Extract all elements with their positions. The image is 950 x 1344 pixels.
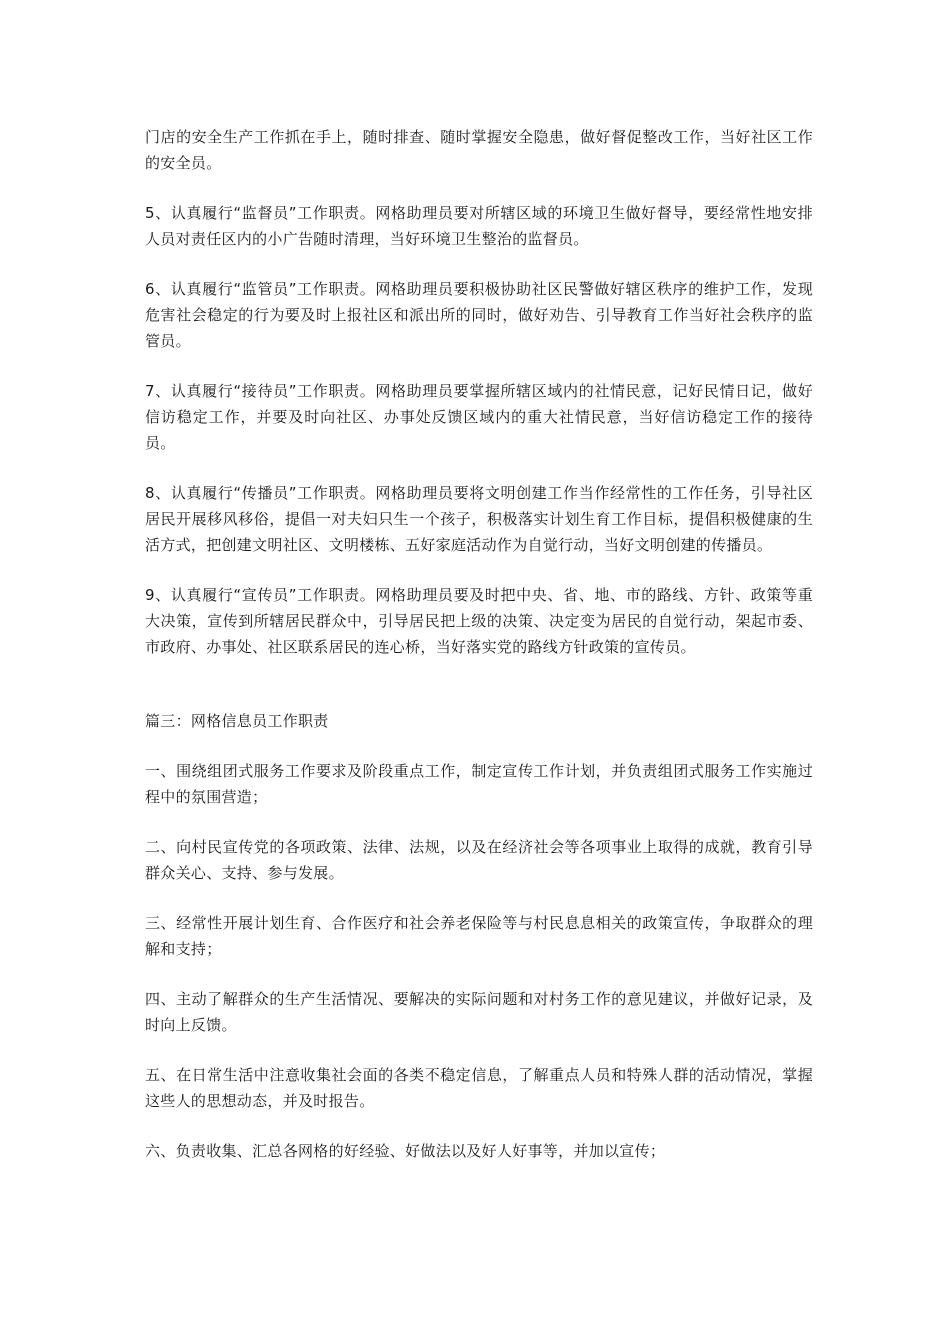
paragraph-safety-continued: 门店的安全生产工作抓在手上，随时排查、随时掌握安全隐患，做好督促整改工作，当好社区工作的安全员。 (145, 128, 813, 172)
paragraph-communicator-duty: 8、认真履行“传播员”工作职责。网格助理员要将文明创建工作当作经常性的工作任务，引导社区居民开展移风移俗，提倡一对夫妇只生一个孩子，积极落实计划生育工作目标，提倡积极健康的生活方式，把创建文明社区、文明楼栋、五好家庭活动作为自觉行动，当好文明创建的传播员。 (145, 484, 813, 554)
paragraph-item-2: 二、向村民宣传党的各项政策、法律、法规，以及在经济社会等各项事业上取得的成就，教育引导群众关心、支持、参与发展。 (145, 838, 813, 882)
paragraph-item-1: 一、围绕组团式服务工作要求及阶段重点工作，制定宣传工作计划，并负责组团式服务工作实施过程中的氛围营造； (145, 762, 813, 806)
section-title: 篇三：网格信息员工作职责 (145, 712, 329, 730)
paragraph-item-4: 四、主动了解群众的生产生活情况、要解决的实际问题和对村务工作的意见建议，并做好记录，及时向上反馈。 (145, 990, 813, 1034)
paragraph-item-5: 五、在日常生活中注意收集社会面的各类不稳定信息，了解重点人员和特殊人群的活动情况，掌握这些人的思想动态，并及时报告。 (145, 1066, 813, 1110)
paragraph-receptionist-duty: 7、认真履行“接待员”工作职责。网格助理员要掌握所辖区域内的社情民意，记好民情日记，做好信访稳定工作，并要及时向社区、办事处反馈区域内的重大社情民意，当好信访稳定工作的接待员。 (145, 382, 813, 452)
paragraph-item-6: 六、负责收集、汇总各网格的好经验、好做法以及好人好事等，并加以宣传； (145, 1142, 666, 1160)
document-page (145, 124, 813, 1188)
paragraph-publicist-duty: 9、认真履行“宣传员”工作职责。网格助理员要及时把中央、省、地、市的路线、方针、政策等重大决策，宣传到所辖居民群众中，引导居民把上级的决策、决定变为居民的自觉行动，架起市委、市政府、办事处、社区联系居民的连心桥，当好落实党的路线方针政策的宣传员。 (145, 586, 813, 656)
paragraph-item-3: 三、经常性开展计划生育、合作医疗和社会养老保险等与村民息息相关的政策宣传，争取群众的理解和支持； (145, 914, 813, 958)
paragraph-overseer-duty: 6、认真履行“监管员”工作职责。网格助理员要积极协助社区民警做好辖区秩序的维护工作，发现危害社会稳定的行为要及时上报社区和派出所的同时，做好劝告、引导教育工作当好社会秩序的监管员。 (145, 280, 813, 350)
paragraph-supervisor-duty: 5、认真履行“监督员”工作职责。网格助理员要对所辖区域的环境卫生做好督导，要经常性地安排人员对责任区内的小广告随时清理，当好环境卫生整治的监督员。 (145, 204, 813, 248)
